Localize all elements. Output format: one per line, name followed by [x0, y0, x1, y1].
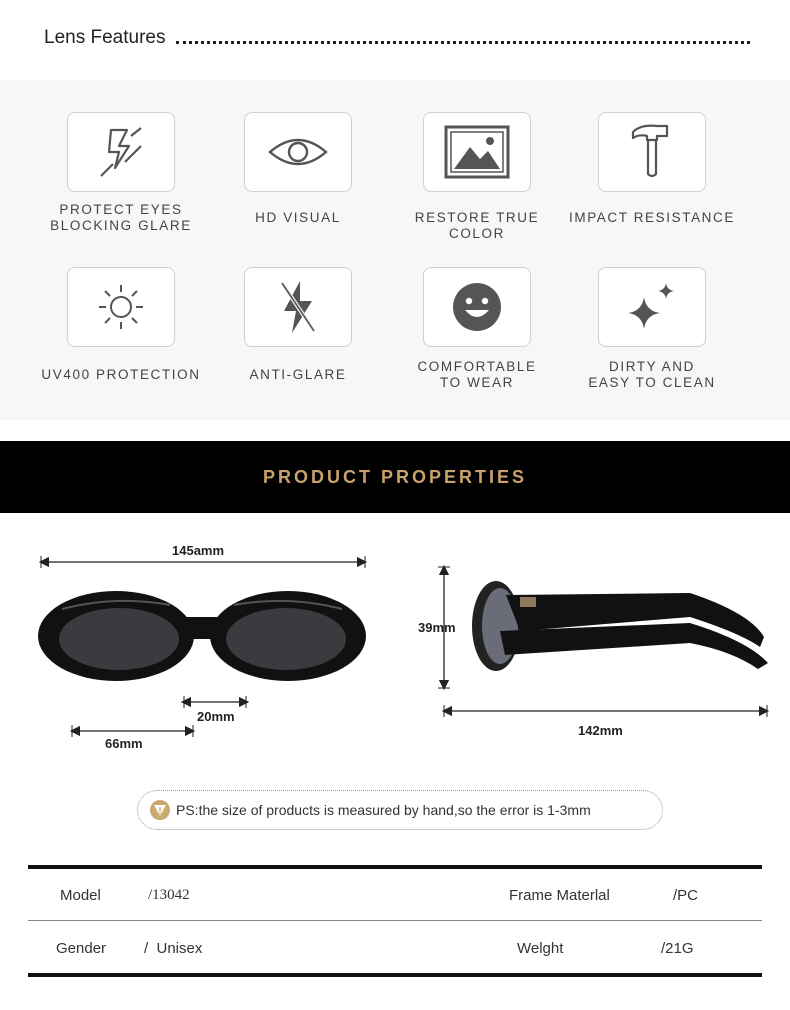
lens-width-label: 66mm [105, 736, 143, 751]
table-row [28, 922, 762, 974]
feature-comfortable [387, 267, 567, 391]
feature-label: RESTORE TRUE COLOR [414, 210, 540, 241]
feature-box [598, 112, 706, 192]
sun-icon [96, 282, 146, 332]
weight-label: Welght [517, 940, 564, 957]
feature-impact-resistance [562, 112, 742, 226]
model-label: Model [60, 887, 101, 904]
sunglasses-front-image [38, 591, 366, 681]
section-title: Lens Features [44, 27, 166, 48]
feature-label: HD VISUAL [255, 210, 341, 225]
weight-value: /21G [661, 940, 694, 957]
product-properties-banner [0, 441, 790, 513]
frame-width-label: 145amm [172, 543, 225, 558]
sunglasses-side-image [472, 581, 768, 671]
feature-label: COMFORTABLE TO WEAR [417, 359, 537, 390]
banner-title: PRODUCT PROPERTIES [262, 466, 528, 487]
temple-length-label: 142mm [578, 723, 623, 738]
gender-value: / Unisex [144, 940, 203, 957]
gender-label: Gender [56, 940, 107, 957]
feature-anti-glare [208, 267, 388, 383]
frame-material-value: /PC [673, 887, 699, 904]
sparkle-icon [622, 277, 682, 337]
table-row [28, 869, 762, 921]
frame-material-label: Frame Materlal [509, 887, 610, 904]
feature-box [244, 267, 352, 347]
features-grid [0, 80, 790, 420]
lightning-glare-icon [91, 122, 151, 182]
feature-box [244, 112, 352, 192]
feature-protect-eyes [31, 112, 211, 234]
eye-icon [266, 132, 330, 172]
warning-triangle-icon [150, 800, 170, 820]
feature-label: PROTECT EYES BLOCKING GLARE [50, 202, 192, 233]
feature-box [67, 267, 175, 347]
feature-box [423, 112, 531, 192]
feature-box [598, 267, 706, 347]
measurement-note [137, 790, 663, 830]
feature-restore-color [387, 112, 567, 242]
feature-uv400 [31, 267, 211, 383]
smiley-face-icon [450, 280, 504, 334]
spec-table [28, 865, 762, 977]
feature-label: DIRTY AND EASY TO CLEAN [588, 359, 716, 390]
lens-height-label: 39mm [418, 620, 456, 635]
feature-box [423, 267, 531, 347]
feature-label: ANTI-GLARE [249, 367, 347, 382]
lens-features-header [0, 0, 790, 80]
bridge-width-label: 20mm [197, 709, 235, 724]
note-text: PS:the size of products is measured by hand,so the error is 1-3mm [176, 802, 591, 818]
feature-hd-visual [208, 112, 388, 226]
hammer-icon [627, 122, 677, 182]
dimensions-diagram [0, 513, 790, 783]
feature-label: IMPACT RESISTANCE [569, 210, 735, 225]
feature-box [67, 112, 175, 192]
feature-easy-clean [562, 267, 742, 391]
dotted-divider [176, 41, 750, 44]
model-value: /13042 [148, 887, 190, 903]
anti-glare-lightning-icon [276, 277, 320, 337]
feature-label: UV400 PROTECTION [41, 367, 201, 382]
landscape-image-icon [444, 125, 510, 179]
